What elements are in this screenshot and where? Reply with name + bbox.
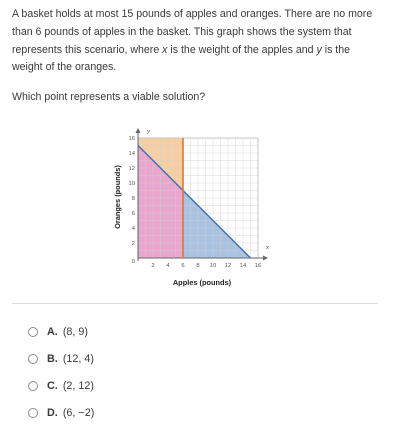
option-a[interactable]: [28, 318, 94, 345]
option-text: (8, 9): [62, 325, 89, 338]
x-tick-label: 6: [181, 263, 185, 269]
y-tick-label: 6: [131, 211, 135, 217]
y-tick-label: 14: [128, 151, 135, 157]
x-tick-label: 14: [239, 263, 247, 269]
y-axis-arrow: [136, 128, 141, 133]
divider: [12, 303, 378, 304]
option-text: (6, −2): [62, 406, 95, 419]
x-tick-label: 4: [166, 263, 170, 269]
x-tick-label: 2: [151, 263, 155, 269]
y-tick-label: 4: [131, 226, 135, 232]
question-line: represents this scenario, where x is the weight of the apples and y is the: [12, 43, 351, 56]
y-tick-label: 2: [131, 241, 135, 247]
prompt-text: Which point represents a viable solution?: [12, 91, 206, 103]
x-tick-label: 8: [196, 263, 200, 269]
x-axis-title: Apples (pounds): [172, 278, 232, 287]
x-tick-label: 10: [209, 263, 217, 269]
option-letter: A.: [47, 325, 58, 338]
y-axis-variable: y: [147, 129, 150, 135]
x-axis-arrow: [263, 256, 268, 261]
y-axis-title: Oranges (pounds): [113, 165, 122, 229]
x-tick-label: 12: [224, 263, 232, 269]
option-letter: C.: [47, 379, 58, 392]
question-line: weight of the oranges.: [12, 61, 117, 74]
y-tick-label: 10: [128, 181, 135, 187]
option-text: (12, 4): [62, 352, 95, 365]
x-axis-variable: x: [266, 245, 269, 251]
radio-button[interactable]: [28, 381, 38, 391]
y-tick-label: 12: [128, 166, 135, 172]
answer-options: [28, 318, 94, 426]
radio-button[interactable]: [28, 354, 38, 364]
x-tick-label: 16: [254, 263, 262, 269]
option-text: (2, 12): [62, 379, 95, 392]
question-line: than 6 pounds of apples in the basket. This graph shows the system that: [12, 25, 352, 38]
origin-label: 0: [131, 259, 135, 265]
option-letter: B.: [47, 352, 58, 365]
radio-button[interactable]: [28, 327, 38, 337]
option-b[interactable]: [28, 345, 94, 372]
question-line: A basket holds at most 15 pounds of apples and oranges. There are no more: [12, 8, 373, 20]
option-letter: D.: [47, 406, 58, 419]
option-d[interactable]: [28, 399, 94, 426]
y-tick-label: 16: [128, 136, 135, 142]
radio-button[interactable]: [28, 408, 38, 418]
option-c[interactable]: [28, 372, 94, 399]
y-tick-label: 8: [131, 196, 135, 202]
